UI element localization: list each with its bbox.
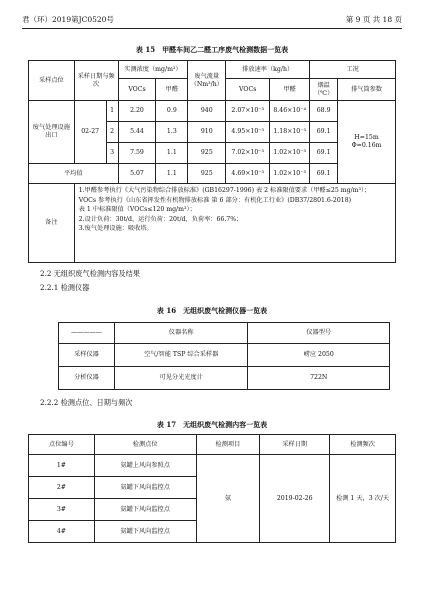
th-hcho: 甲醛 bbox=[156, 79, 188, 101]
rate-voc-cell: 4.69×10⁻³ bbox=[226, 164, 270, 184]
instrument-model: 722N bbox=[248, 367, 390, 390]
stack-cell bbox=[338, 101, 396, 184]
note-line: 2.设计负荷：30t/d，运行负荷：20t/d，负荷率：66.7%； bbox=[78, 215, 243, 223]
point-name: 氨罐下风向监控点 bbox=[94, 499, 196, 521]
table17 bbox=[28, 434, 396, 543]
instrument-type: 分析仪器 bbox=[59, 367, 115, 390]
th-point: 采样点位 bbox=[29, 61, 75, 101]
notes-text bbox=[74, 184, 395, 263]
temp-cell: 68.9 bbox=[310, 101, 338, 122]
rate-hcho-cell: 1.02×10⁻³ bbox=[270, 143, 310, 164]
stack-height: H=15m bbox=[354, 134, 379, 142]
th-stack: 排气筒参数 bbox=[338, 79, 396, 101]
th-rate-hcho: 甲醛 bbox=[270, 79, 310, 101]
header-divider bbox=[22, 28, 402, 29]
table-row bbox=[59, 367, 390, 390]
instrument-name: 空气/智能 TSP 综合采样器 bbox=[114, 344, 248, 367]
table-row bbox=[29, 101, 396, 122]
point-name: 氨罐下风向监控点 bbox=[94, 477, 196, 499]
table-row bbox=[29, 455, 396, 477]
th-rate-voc: VOCs bbox=[226, 79, 270, 101]
th-conc: 实测浓度（mg/m³） bbox=[118, 61, 188, 79]
voc-cell: 7.59 bbox=[118, 143, 156, 164]
th-item: 检测项目 bbox=[196, 435, 260, 455]
voc-cell: 5.07 bbox=[118, 164, 156, 184]
section-2-2-2: 2.2.2 检测点位、日期与频次 bbox=[40, 398, 133, 407]
th-id: 点位编号 bbox=[29, 435, 95, 455]
rate-hcho-cell: 1.18×10⁻³ bbox=[270, 122, 310, 143]
rate-voc-cell: 4.95×10⁻³ bbox=[226, 122, 270, 143]
flow-cell: 940 bbox=[188, 101, 226, 122]
point-id: 4# bbox=[29, 521, 95, 543]
flow-cell: 910 bbox=[188, 122, 226, 143]
rate-voc-cell: 7.02×10⁻³ bbox=[226, 143, 270, 164]
temp-cell: 69.1 bbox=[310, 122, 338, 143]
empty-header-cell: ————— bbox=[59, 323, 115, 344]
hcho-cell: 0.9 bbox=[156, 101, 188, 122]
rate-voc-cell: 2.07×10⁻³ bbox=[226, 101, 270, 122]
instrument-model: 崂应 2050 bbox=[248, 344, 390, 367]
th-name: 仪器名称 bbox=[114, 323, 248, 344]
table17-caption: 表 17 无组织废气检测内容一览表 bbox=[156, 420, 268, 429]
th-point: 检测点位 bbox=[94, 435, 196, 455]
temp-cell: 69.1 bbox=[310, 164, 338, 184]
th-model: 仪器型号 bbox=[248, 323, 390, 344]
section-2-2: 2.2 无组织废气检测内容及结果 bbox=[40, 269, 140, 278]
th-date: 采样日期 bbox=[260, 435, 330, 455]
hcho-cell: 1.3 bbox=[156, 122, 188, 143]
th-flow: 废气流量（Nm³/h） bbox=[188, 61, 226, 101]
freq-cell: 2 bbox=[106, 122, 118, 143]
date-cell: 2019-02-26 bbox=[260, 455, 330, 543]
th-date: 采样日期与频次 bbox=[74, 61, 118, 101]
note-line: VOCs 参考执行《山东省挥发性有机物排放标准 第 6 部分：有机化工行业》(DB37/2801.6-2018) bbox=[78, 196, 352, 204]
th-voc: VOCs bbox=[118, 79, 156, 101]
freq-cell: 检测 1 天，3 次/天 bbox=[330, 455, 396, 543]
th-temp: 烟温（℃） bbox=[310, 79, 338, 101]
th-cond: 工况 bbox=[310, 61, 396, 79]
instrument-name: 可见分光光度计 bbox=[114, 367, 248, 390]
table16-caption: 表 16 无组织废气检测仪器一览表 bbox=[156, 306, 268, 315]
item-cell: 氨 bbox=[196, 455, 260, 543]
average-label: 平均值 bbox=[29, 164, 119, 184]
instrument-type: 采样仪器 bbox=[59, 344, 115, 367]
notes-label: 备注 bbox=[29, 184, 75, 263]
table16 bbox=[58, 322, 390, 390]
temp-cell: 69.1 bbox=[310, 143, 338, 164]
point-id: 2# bbox=[29, 477, 95, 499]
point-cell: 废气处理设施出口 bbox=[29, 101, 75, 164]
freq-cell: 1 bbox=[106, 101, 118, 122]
page-number: 第 9 页 共 18 页 bbox=[345, 15, 402, 24]
date-cell: 02-27 bbox=[74, 101, 106, 164]
table15-caption: 表 15 甲醛车间乙二醛工序废气检测数据一览表 bbox=[135, 45, 289, 54]
point-name: 氨罐下风向监控点 bbox=[94, 521, 196, 543]
notes-row bbox=[29, 184, 396, 263]
point-name: 氨罐上风向参照点 bbox=[94, 455, 196, 477]
point-id: 3# bbox=[29, 499, 95, 521]
note-line: 3.废气处理设施：吸收塔。 bbox=[78, 225, 153, 233]
point-id: 1# bbox=[29, 455, 95, 477]
rate-hcho-cell: 8.46×10⁻⁴ bbox=[270, 101, 310, 122]
th-freq: 检测频次 bbox=[330, 435, 396, 455]
hcho-cell: 1.1 bbox=[156, 164, 188, 184]
voc-cell: 2.20 bbox=[118, 101, 156, 122]
th-rate: 排放速率（kg/h） bbox=[226, 61, 310, 79]
report-number: 君（环）2019第JC0520号 bbox=[22, 15, 114, 24]
table-row bbox=[59, 344, 390, 367]
flow-cell: 925 bbox=[188, 143, 226, 164]
freq-cell: 3 bbox=[106, 143, 118, 164]
rate-hcho-cell: 1.02×10⁻³ bbox=[270, 164, 310, 184]
note-line: 1.甲醛参考执行《大气污染物综合排放标准》(GB16297-1996) 表 2 标准限值要求（甲醛≤25 mg/m³）； bbox=[78, 187, 371, 194]
table15 bbox=[28, 60, 396, 263]
note-line: 表 1 中标准限值（VOCs≤120 mg/m³）； bbox=[78, 206, 196, 214]
flow-cell: 925 bbox=[188, 164, 226, 184]
hcho-cell: 1.1 bbox=[156, 143, 188, 164]
voc-cell: 5.44 bbox=[118, 122, 156, 143]
page-header bbox=[22, 14, 402, 28]
section-2-2-1: 2.2.1 检测仪器 bbox=[40, 283, 90, 292]
stack-diameter: Φ=0.16m bbox=[351, 142, 382, 149]
